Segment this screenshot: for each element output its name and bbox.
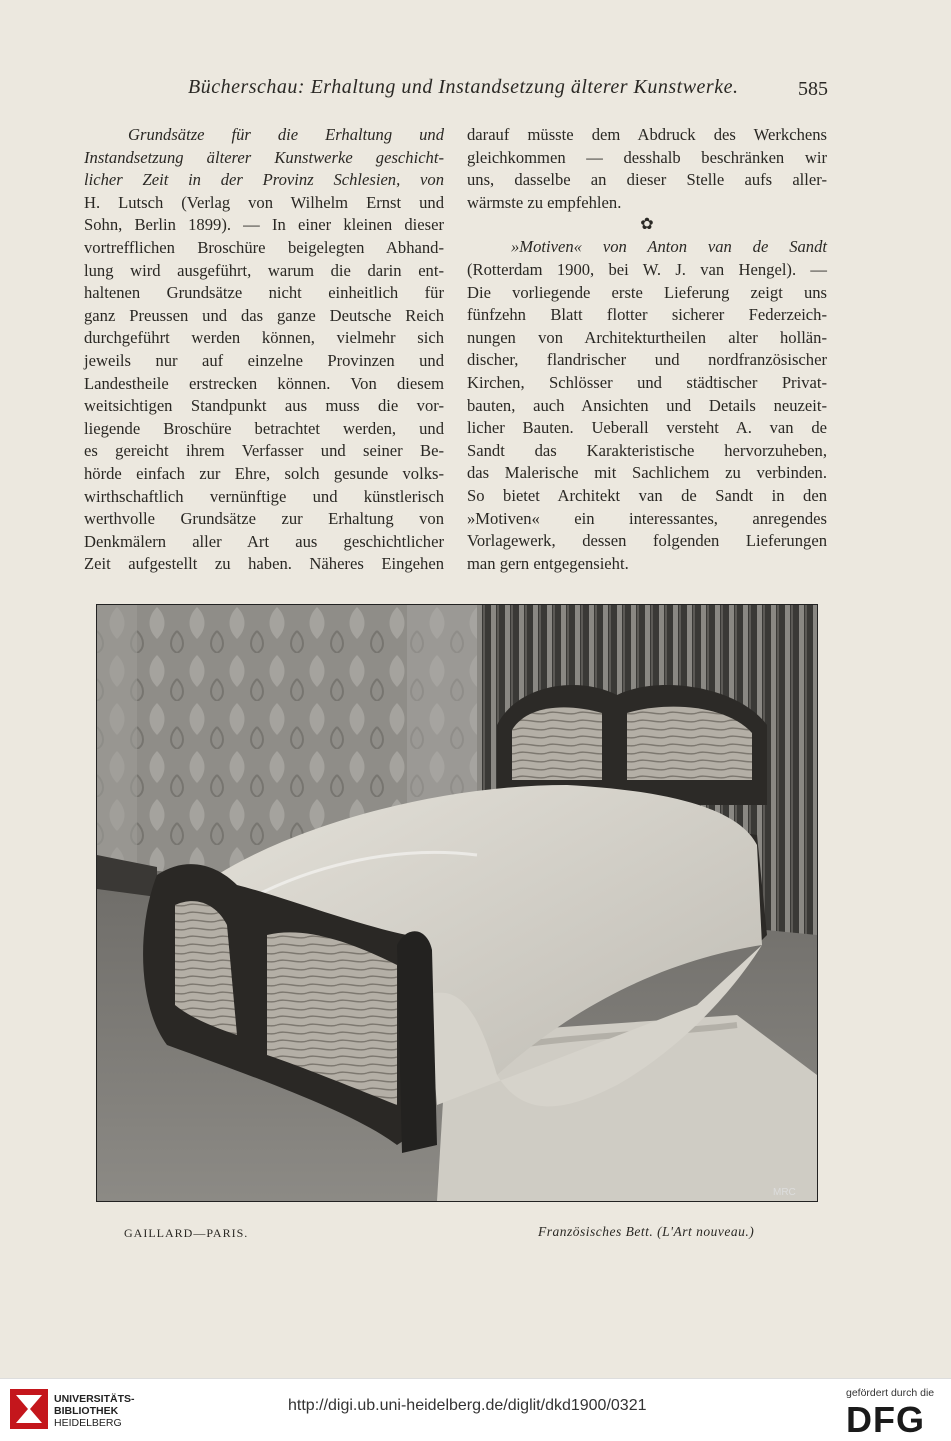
text-line: »Motiven« von Anton van de Sandt [511,237,827,257]
text-line: weitsichtigen Standpunkt aus muss die vor- [84,396,444,416]
text-line: H. Lutsch (Verlag von Wilhelm Ernst und [84,192,444,212]
caption-maker: GAILLARD—PARIS. [124,1226,249,1240]
text-line: lung wird ausgeführt, warum die darin ent- [84,260,444,280]
text-line: uns, dasselbe an dieser Stelle aufs aller- [467,170,827,190]
text-line: vortrefflichen Broschüre beigelegten Abhand- [84,237,444,257]
bed-illustration [97,605,817,1201]
text-line: haltenen Grundsätze nicht einheitlich für [84,283,444,303]
university-logo-icon [10,1389,48,1429]
text-line: Die vorliegende erste Lieferung zeigt uns [467,282,827,302]
running-title: Bücherschau: Erhaltung und Instandsetzung älterer Kunstwerke. [188,76,739,98]
library-line1: UNIVERSITÄTS- [54,1393,135,1405]
text-line: Grundsätze für die Erhaltung und [128,125,444,144]
text-line: werthvolle Grundsätze zur Erhaltung von [84,509,444,529]
text-line: durchgeführt werden können, vielmehr sich [84,328,444,348]
digitization-footer [0,1378,951,1441]
text-line: Sandt das Karakteristische hervorzuheben, [467,440,827,460]
text-line: bauten, auch Ansichten und Details neuzeit- [467,395,827,415]
text-line: fünfzehn Blatt flotter sicherer Federzeich- [467,305,827,325]
text-line: wirthschaftlich vernünftige und künstlerisch [84,486,444,506]
text-line: So bietet Architekt van de Sandt in den [467,485,827,505]
left-text-column [84,124,444,576]
text-line: Landestheile erstrecken können. Von diesem [84,373,444,393]
text-line: man gern entgegensieht. [467,553,629,573]
text-line: Vorlagewerk, dessen folgenden Lieferungen [467,531,827,551]
text-line: wärmste zu empfehlen. [467,192,622,212]
photo-signature: MRC [773,1187,796,1198]
text-line: gleichkommen — desshalb beschränken wir [467,147,827,167]
text-line: discher, flandrischer und nordfranzösischer [467,350,827,370]
text-line: ganz Preussen und das ganze Deutsche Reich [84,305,444,325]
text-line: licher Bauten. Ueberall versteht A. van de [467,418,827,438]
text-line: Zeit aufgestellt zu haben. Näheres Eingehen [84,554,444,574]
text-line: das Malerische mit Sachlichem zu verbinden. [467,463,827,483]
text-line: liegende Broschüre betrachtet werden, und [84,418,444,438]
section-ornament: ✿ [640,216,654,234]
right-text-column [467,124,827,575]
text-line: »Motiven« ein interessantes, anregendes [467,508,827,528]
text-line: darauf müsste dem Abdruck des Werkchens [467,125,827,144]
permalink-url[interactable]: http://digi.ub.uni-heidelberg.de/diglit/dkd1900/0321 [288,1397,647,1414]
review-continuation [467,124,827,214]
text-line: Sohn, Berlin 1899). — In einer kleinen dieser [84,215,444,235]
library-name [54,1393,135,1429]
text-line: licher Zeit in der Provinz Schlesien, von [84,170,444,190]
text-line: (Rotterdam 1900, bei W. J. van Hengel). — [467,259,827,279]
dfg-logo: DFG [846,1399,925,1440]
page-number: 585 [798,78,828,100]
text-line: es gereicht ihrem Verfasser und seiner Be- [84,441,444,461]
funding-note: gefördert durch die [846,1387,935,1399]
text-line: jeweils nur auf einzelne Provinzen und [84,350,444,370]
library-line3: HEIDELBERG [54,1417,122,1429]
text-line: nungen von Architekturtheilen alter hollän- [467,327,827,347]
text-line: Instandsetzung älterer Kunstwerke geschicht- [84,147,444,167]
library-line2: BIBLIOTHEK [54,1405,119,1417]
text-line: hörde einfach zur Ehre, solch gesunde volks- [84,463,444,483]
caption-title: Französisches Bett. (L'Art nouveau.) [538,1224,755,1239]
review-motiven [467,236,827,575]
bed-photograph [96,604,818,1202]
text-line: Kirchen, Schlösser und städtischer Privat- [467,372,827,392]
text-line: Denkmälern aller Art aus geschichtlicher [84,531,444,551]
